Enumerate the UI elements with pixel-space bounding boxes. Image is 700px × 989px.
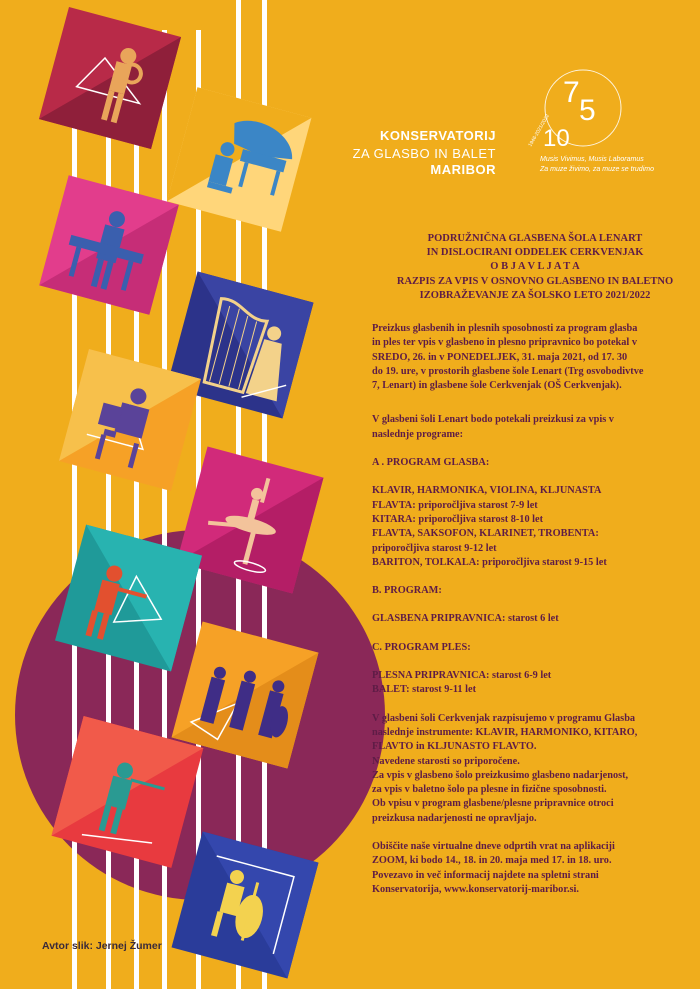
- anniversary-number-10: 10: [543, 125, 570, 152]
- heading-line: O B J A V L J A T A: [490, 261, 580, 273]
- intro-line: do 19. ure, v prostorih glasbene šole Lenart (Trg osvobodivtve: [372, 365, 644, 377]
- cerkvenjak-line: V glasbeni šoli Cerkvenjak razpisujemo v programu Glasba: [372, 712, 636, 724]
- anniversary-years: 1946-2021/2022: [527, 113, 551, 148]
- program-a-line: KLAVIR, HARMONIKA, VIOLINA, KLJUNASTA: [372, 485, 602, 497]
- program-a-line: FLAVTA: priporočljiva starost 7-9 let: [372, 499, 538, 511]
- cerkvenjak-line: za vpis v baletno šolo pa plesne in fizične sposobnosti.: [372, 784, 607, 796]
- heading-line: IZOBRAŽEVANJE ZA ŠOLSKO LETO 2021/2022: [419, 289, 651, 301]
- motto-slovene: Za muze živimo, za muze se trudimo: [540, 166, 654, 173]
- program-c-line: BALET: starost 9-11 let: [372, 684, 477, 696]
- anniversary-digit-1: 7: [563, 76, 580, 109]
- anniversary-digit-2: 5: [579, 94, 596, 127]
- anniversary-emblem: [527, 60, 655, 155]
- cerkvenjak-line: naslednje instrumente: KLAVIR, HARMONIKO, KITARO,: [372, 726, 638, 738]
- program-b-line: GLASBENA PRIPRAVNICA: starost 6 let: [372, 613, 559, 625]
- website-line: Konservatorija, www.konservatorij-maribor.si.: [372, 883, 579, 895]
- lenart-line: naslednje programe:: [372, 428, 464, 440]
- program-a-line: KITARA: priporočljiva starost 8-10 let: [372, 513, 544, 525]
- cerkvenjak-line: preizkusa nadarjenosti ne opravljajo.: [372, 812, 537, 824]
- program-a-title: A . PROGRAM GLASBA:: [372, 457, 490, 469]
- pianist-card: [167, 87, 312, 232]
- announcement-heading: [370, 232, 700, 303]
- closing-line: Povezavo in več informacij najdete na spletni strani: [372, 869, 599, 881]
- logo-line-3: MARIBOR: [430, 162, 496, 177]
- heading-line: RAZPIS ZA VPIS V OSNOVNO GLASBENO IN BALETNO: [396, 275, 674, 287]
- intro-line: 7, Lenart) in glasbene šole Cerkvenjak (OŠ Cerkvenjak).: [372, 380, 622, 392]
- announcement-body: [372, 322, 692, 897]
- cerkvenjak-line: Za vpis v glasbeno šolo preizkusimo glasbeno nadarjenost,: [372, 769, 629, 781]
- heading-line: IN DISLOCIRANI ODDELEK CERKVENJAK: [426, 247, 644, 259]
- illustration-credit: Avtor slik: Jernej Žumer: [42, 940, 162, 952]
- tuba-player-card: [39, 7, 181, 149]
- logo-line-1: KONSERVATORIJ: [379, 128, 496, 143]
- program-a-line: FLAVTA, SAKSOFON, KLARINET, TROBENTA:: [372, 528, 599, 540]
- closing-line: ZOOM, ki bodo 14., 18. in 20. maja med 17. in 18. uro.: [372, 855, 612, 867]
- heading-line: PODRUŽNIČNA GLASBENA ŠOLA LENART: [427, 233, 643, 244]
- closing-line: Obiščite naše virtualne dneve odprtih vrat na aplikaciji: [372, 841, 615, 853]
- cerkvenjak-line: FLAVTO in KLJUNASTO FLAVTO.: [372, 741, 537, 753]
- logo-motto: [540, 155, 654, 175]
- intro-line: Preizkus glasbenih in plesnih sposobnosti za program glasba: [372, 323, 638, 334]
- intro-line: SREDO, 26. in v PONEDELJEK, 31. maja 2021, od 17. 30: [372, 351, 628, 363]
- cerkvenjak-line: Ob vpisu v program glasbene/plesne pripravnice otroci: [372, 798, 614, 810]
- lenart-line: V glasbeni šoli Lenart bodo potekali preizkusi za vpis v: [372, 414, 614, 426]
- program-c-line: PLESNA PRIPRAVNICA: starost 6-9 let: [372, 670, 552, 682]
- program-a-line: priporočljiva starost 9-12 let: [372, 542, 497, 554]
- program-b-title: B. PROGRAM:: [372, 585, 442, 597]
- marimba-player-card: [39, 175, 179, 315]
- intro-line: in ples ter vpis v glasbeno in plesno pripravnico bo potekal v: [372, 337, 637, 349]
- cerkvenjak-line: Navedene starosti so priporočene.: [372, 755, 520, 767]
- motto-latin: Musis Vivimus, Musis Laboramus: [540, 156, 644, 163]
- logo-line-2: ZA GLASBO IN BALET: [352, 146, 496, 161]
- program-c-title: C. PROGRAM PLES:: [372, 641, 471, 653]
- program-a-line: BARITON, TOLKALA: priporočljiva starost 9-15 let: [372, 556, 607, 568]
